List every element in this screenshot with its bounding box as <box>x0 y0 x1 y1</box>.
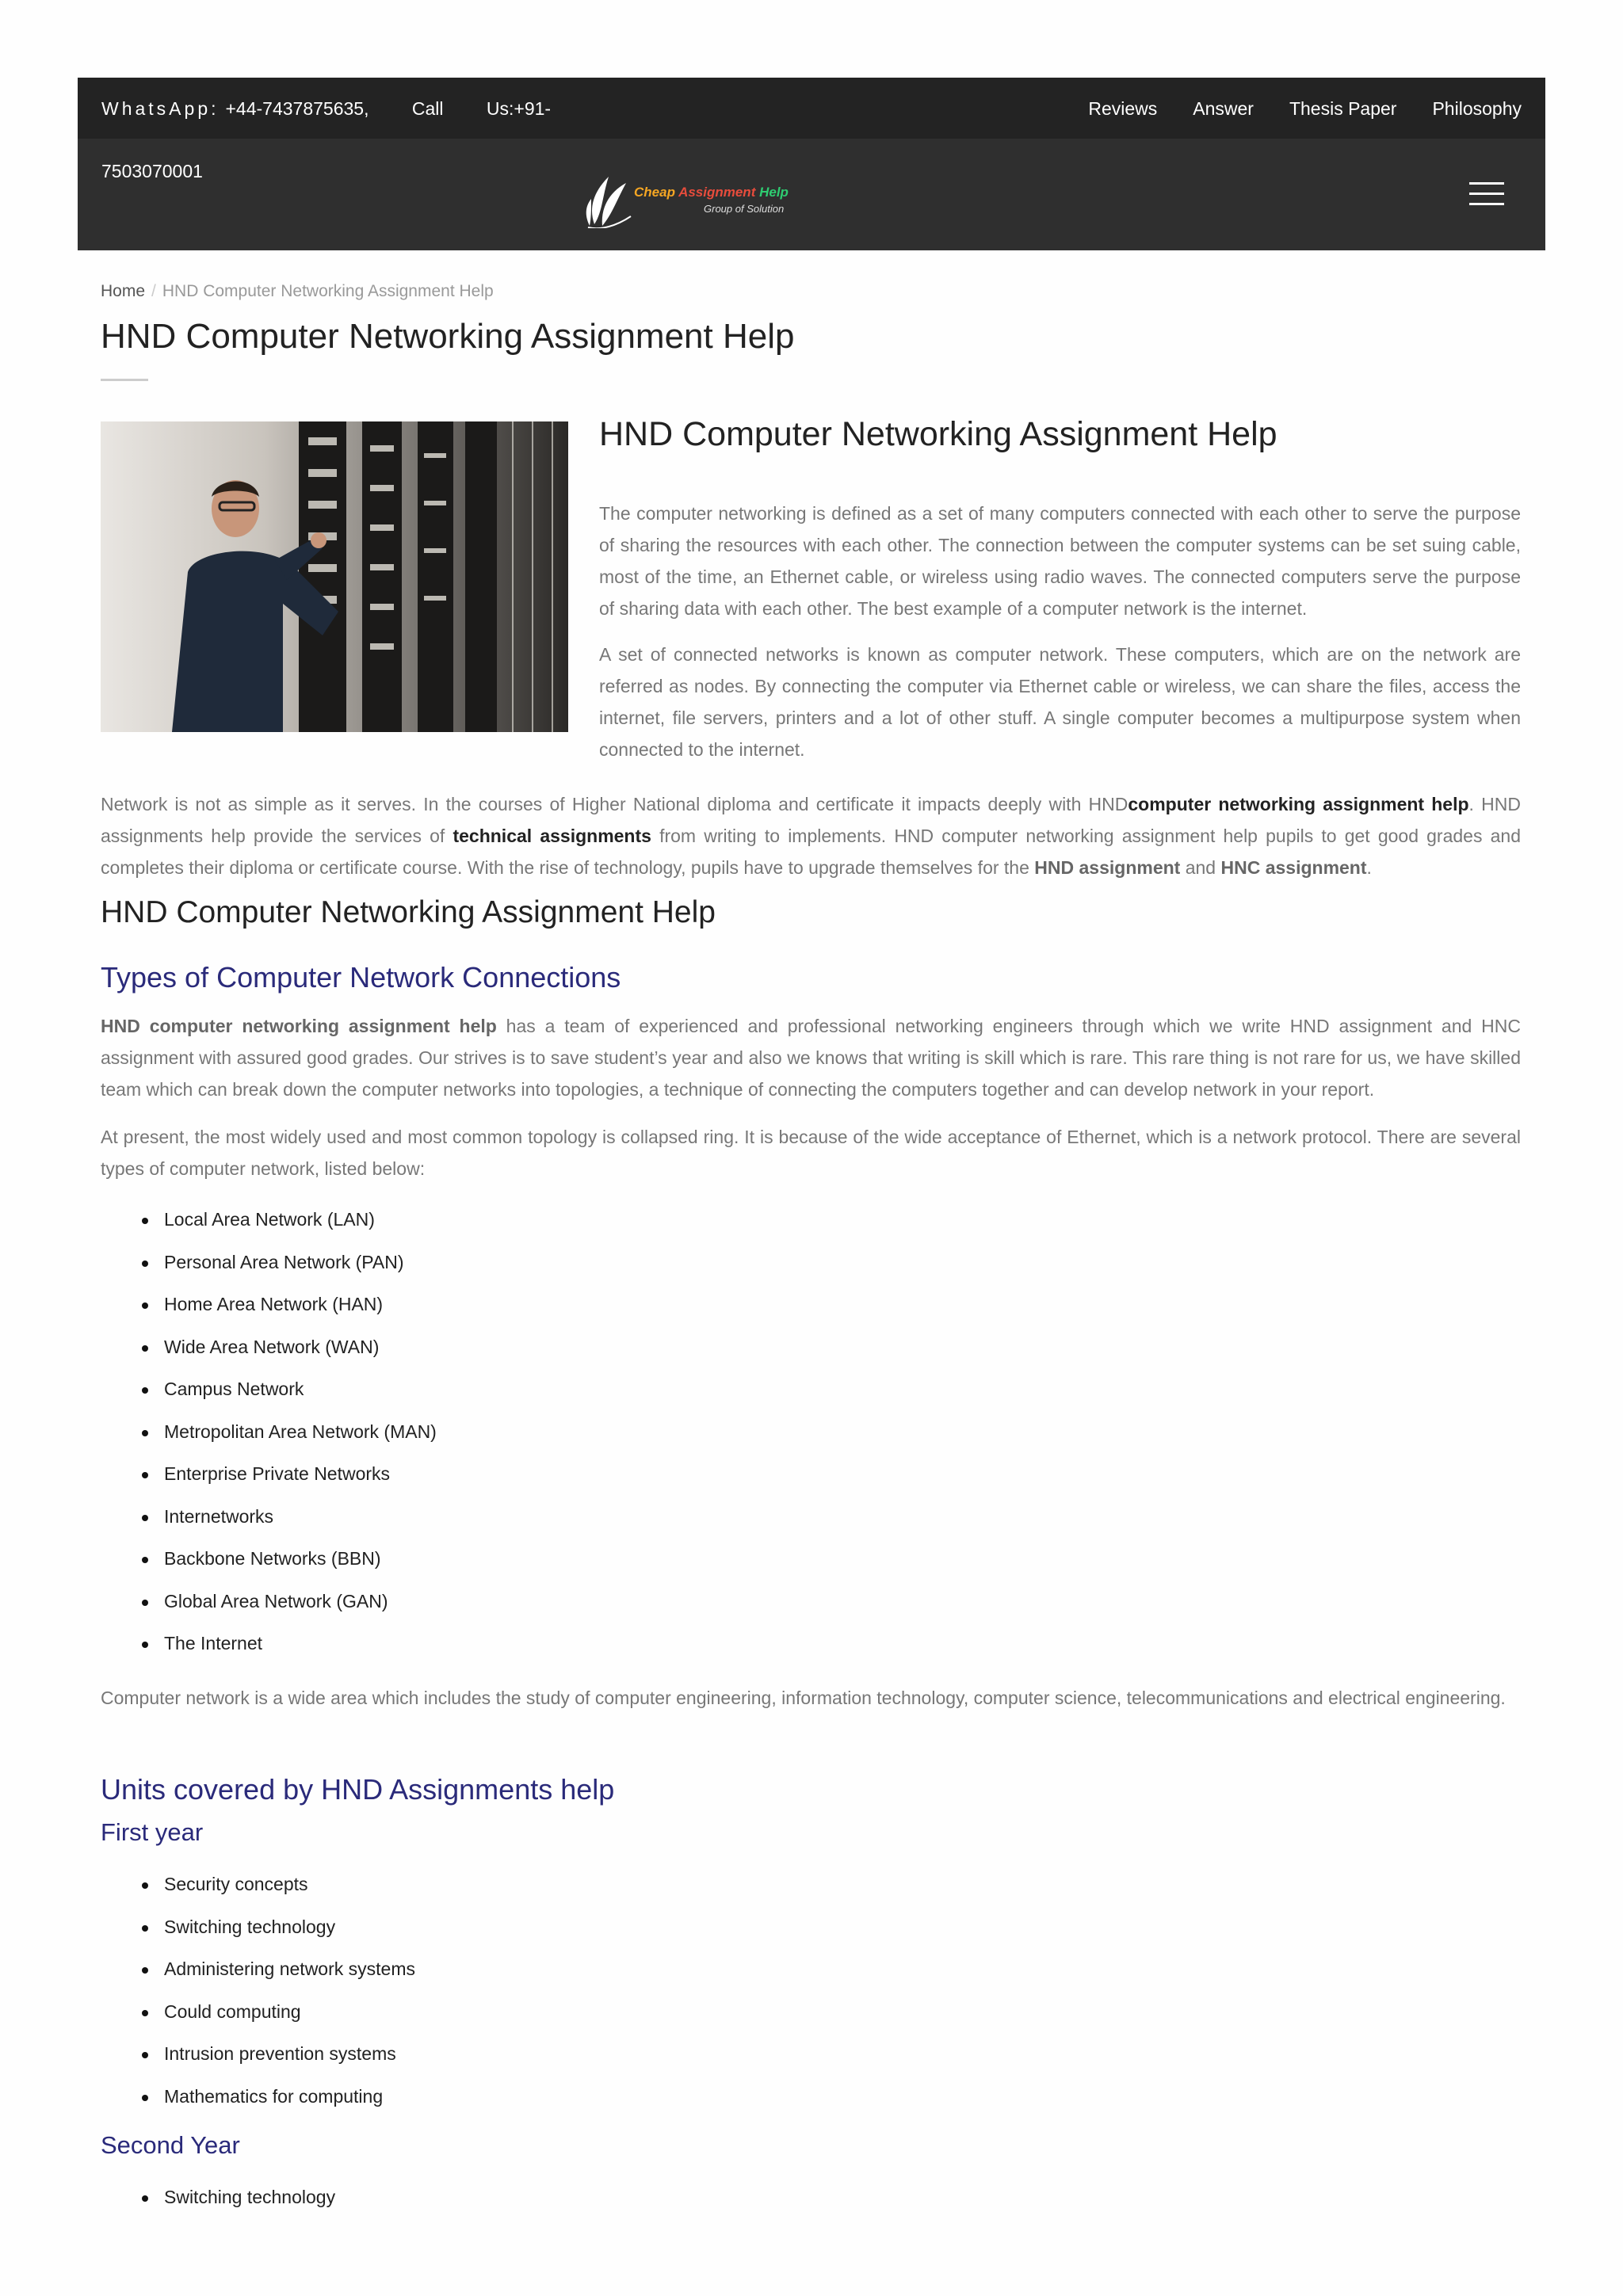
list-item: Switching technology <box>142 2176 1521 2219</box>
list-item: Security concepts <box>142 1863 1521 1906</box>
hamburger-menu-icon[interactable] <box>1469 182 1504 206</box>
list-item: Switching technology <box>142 1906 1521 1949</box>
list-item: Campus Network <box>142 1368 1521 1411</box>
breadcrumb-home[interactable]: Home <box>101 282 146 300</box>
closing-paragraph: Computer network is a wide area which includes the study of computer engineering, information technology, computer science, telecommunications and electrical engineering. <box>101 1688 1506 1708</box>
list-item: Global Area Network (GAN) <box>142 1581 1521 1623</box>
keyword-bold: HNC assignment <box>1220 857 1367 878</box>
closing-section <box>101 1682 1521 1714</box>
second-year-block <box>101 2131 1521 2160</box>
types-heading: Types of Computer Network Connections <box>101 961 621 994</box>
list-item: Metropolitan Area Network (MAN) <box>142 1411 1521 1454</box>
title-divider <box>101 379 148 381</box>
list-item: Wide Area Network (WAN) <box>142 1326 1521 1369</box>
hero-image-network-technician <box>101 421 568 732</box>
intro-heading: HND Computer Networking Assignment Help <box>599 415 1277 453</box>
breadcrumb-current: HND Computer Networking Assignment Help <box>162 282 494 300</box>
list-item: Backbone Networks (BBN) <box>142 1538 1521 1581</box>
logo-leaf-icon <box>585 169 640 228</box>
logo-word-help: Help <box>759 185 789 200</box>
second-year-list <box>101 2176 1521 2219</box>
nav-reviews[interactable]: Reviews <box>1088 98 1158 119</box>
keyword-link[interactable]: technical assignments <box>453 826 651 846</box>
call-label[interactable]: Call <box>411 98 444 119</box>
nav-thesis-paper[interactable]: Thesis Paper <box>1289 98 1397 119</box>
keyword-bold: HND assignment <box>1034 857 1181 878</box>
units-section <box>101 1773 1521 1806</box>
types-paragraph-2: At present, the most widely used and most common topology is collapsed ring. It is because of the wide acceptance of Ethernet, which is a network protocol. There are several types of computer network, listed below: <box>101 1127 1521 1179</box>
text-span: from writing to implements. HND computer networking assignment help pupils to get good grades and completes their diploma or certificate course. With the rise of technology, pupils have to upgrade themselves for the <box>101 826 1521 878</box>
first-year-list <box>101 1863 1521 2118</box>
top-nav <box>1088 98 1522 120</box>
list-item: Administering network systems <box>142 1948 1521 1991</box>
whatsapp-number[interactable]: +44-7437875635, <box>225 98 369 119</box>
us-phone-label[interactable]: Us:+91- <box>486 98 552 119</box>
top-bar <box>78 78 1545 139</box>
keyword-bold: HND computer networking assignment help <box>101 1016 497 1036</box>
overview-section <box>101 788 1521 883</box>
list-item: Personal Area Network (PAN) <box>142 1241 1521 1284</box>
overview-paragraph <box>101 788 1521 883</box>
list-item: Local Area Network (LAN) <box>142 1199 1521 1241</box>
list-item: Mathematics for computing <box>142 2076 1521 2119</box>
units-heading: Units covered by HND Assignments help <box>101 1773 615 1806</box>
list-item: Home Area Network (HAN) <box>142 1283 1521 1326</box>
logo-tagline: Group of Solution <box>704 203 785 215</box>
keyword-link[interactable]: computer networking assignment help <box>1128 794 1469 814</box>
list-item: The Internet <box>142 1623 1521 1665</box>
phone-number-continued[interactable]: 7503070001 <box>101 161 203 181</box>
network-types-list <box>101 1199 1521 1665</box>
text-span: has a team of experienced and professional networking engineers through which we write HND assignment and HNC assignment with assured good grades. Our strives is to save student’s year and also we knows that writing is skill which is rare. This rare thing is not rare for us, we have skilled team which can break down the computer networks into topologies, a technique of connecting the computers together and can develop network in your report. <box>101 1016 1521 1100</box>
second-year-list-block <box>101 2176 1521 2219</box>
first-year-list-block <box>101 1863 1521 2118</box>
nav-answer[interactable]: Answer <box>1193 98 1254 119</box>
text-span: and <box>1180 857 1221 878</box>
text-span: . HND assignments help provide the services of <box>101 794 1521 846</box>
list-item: Enterprise Private Networks <box>142 1453 1521 1496</box>
intro-paragraph-1: The computer networking is defined as a set of many computers connected with each other to serve the purpose of sharing the resources with each other. The connection between the computer systems can be set suing cable, most of the time, an Ethernet cable, or wireless using radio waves. The connected computers serve the purpose of sharing data with each other. The best example of a computer network is the internet. <box>599 503 1521 619</box>
site-logo[interactable] <box>585 169 807 228</box>
logo-text <box>634 185 789 200</box>
nav-philosophy[interactable]: Philosophy <box>1432 98 1522 119</box>
whatsapp-label: WhatsApp: <box>101 98 220 119</box>
text-span: Network is not as simple as it serves. In the courses of Higher National diploma and certificate it impacts deeply with HND <box>101 794 1128 814</box>
intro-section <box>599 414 1521 765</box>
first-year-block <box>101 1818 1521 1847</box>
intro-paragraph-2: A set of connected networks is known as computer network. These computers, which are on the network are referred as nodes. By connecting the computer via Ethernet cable or wireless, we can share the files, access the internet, file servers, printers and a lot of other stuff. A single computer becomes a multipurpose system when connected to the internet. <box>599 644 1521 760</box>
text-span: . <box>1366 857 1372 878</box>
section-heading: HND Computer Networking Assignment Help <box>101 895 716 929</box>
types-paragraph-1 <box>101 1010 1521 1105</box>
breadcrumb-separator: / <box>151 282 156 300</box>
page-title: HND Computer Networking Assignment Help <box>101 317 795 356</box>
breadcrumb <box>101 282 494 301</box>
logo-word-cheap: Cheap <box>634 185 675 200</box>
logo-word-assignment: Assignment <box>678 185 756 200</box>
list-item: Internetworks <box>142 1496 1521 1539</box>
main-navbar <box>78 139 1545 250</box>
list-item: Intrusion prevention systems <box>142 2033 1521 2076</box>
network-types-list-block <box>101 1199 1521 1665</box>
section-heading-block <box>101 895 1521 930</box>
types-section <box>101 961 1521 994</box>
types-text <box>101 1010 1521 1184</box>
second-year-heading: Second Year <box>101 2131 240 2159</box>
first-year-heading: First year <box>101 1818 204 1846</box>
list-item: Could computing <box>142 1991 1521 2034</box>
contact-info <box>101 98 589 120</box>
